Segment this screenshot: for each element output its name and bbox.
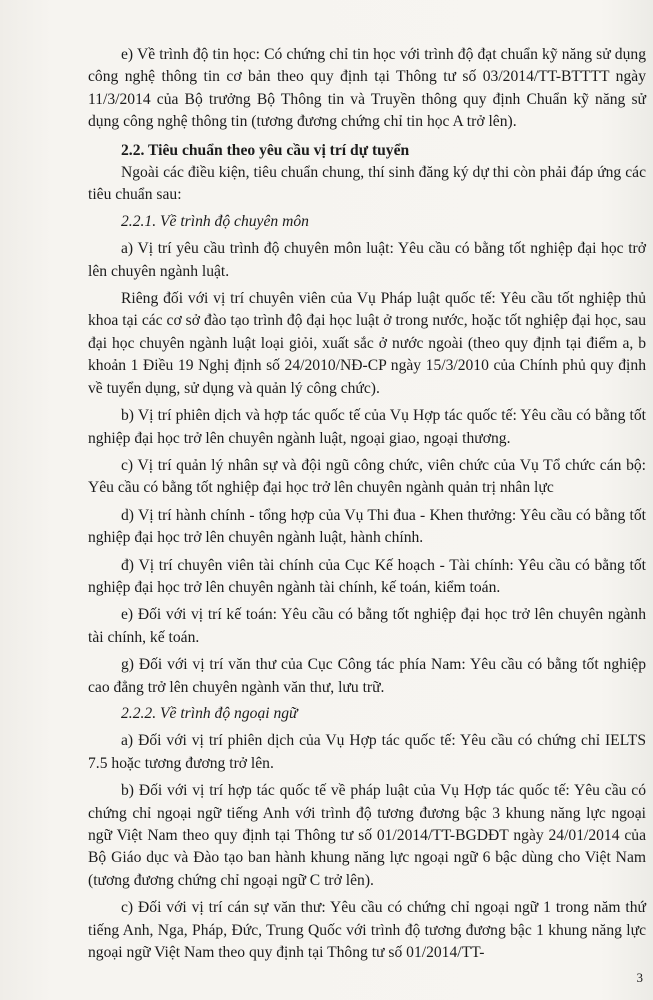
para-b-english: b) Đối với vị trí hợp tác quốc tế về pháp luật của Vụ Hợp tác quốc tế: Yêu cầu có chứng chỉ ngoại ngữ tiếng Anh với trình độ tương đương bậc 3 khung năng lực ngoại ngữ Việt Nam theo quy định tại Thông tư số 01/2014/TT-BGDĐT ngày 24/01/2014 của Bộ Giáo dục và Đào tạo ban hành khung năng lực ngoại ngữ 6 bậc dùng cho Việt Nam (tương đương chứng chỉ ngoại ngữ C trở lên). [88, 782, 646, 889]
para-b-translation: b) Vị trí phiên dịch và hợp tác quốc tế của Vụ Hợp tác quốc tế: Yêu cầu có bằng tốt nghiệp đại học trở lên chuyên ngành luật, ngoại giao, ngoại thương. [88, 407, 646, 447]
para-g-clerk: g) Đối với vị trí văn thư của Cục Công tác phía Nam: Yêu cầu có bằng tốt nghiệp cao đẳng trở lên chuyên ngành văn thư, lưu trữ. [88, 656, 646, 696]
para-e-accounting: e) Đối với vị trí kế toán: Yêu cầu có bằng tốt nghiệp đại học trở lên chuyên ngành tài chính, kế toán. [88, 606, 646, 646]
para-c-hr: c) Vị trí quản lý nhân sự và đội ngũ công chức, viên chức của Vụ Tổ chức cán bộ: Yêu cầu có bằng tốt nghiệp đại học trở lên chuyên ngành quản trị nhân lực [88, 456, 646, 497]
subheading-2-2-2: 2.2.2. Về trình độ ngoại ngữ [121, 704, 298, 722]
para-a-law: a) Vị trí yêu cầu trình độ chuyên môn luật: Yêu cầu có bằng tốt nghiệp đại học trở lên chuyên ngành luật. [88, 240, 646, 280]
section-heading-2-2: 2.2. Tiêu chuẩn theo yêu cầu vị trí dự tuyển [121, 141, 410, 159]
page-number: 3 [636, 970, 643, 985]
subheading-2-2-1: 2.2.1. Về trình độ chuyên môn [121, 212, 309, 230]
para-intro: Ngoài các điều kiện, tiêu chuẩn chung, thí sinh đăng ký dự thi còn phải đáp ứng các tiêu chuẩn sau: [88, 164, 646, 204]
para-international-law: Riêng đối với vị trí chuyên viên của Vụ Pháp luật quốc tế: Yêu cầu tốt nghiệp thủ khoa tại các cơ sở đào tạo trình độ đại học luật ở trong nước, hoặc tốt nghiệp đại học, sau đại học chuyên ngành luật loại giỏi, xuất sắc ở nước ngoài (theo quy định tại điểm a, b khoản 1 Điều 19 Nghị định số 24/2010/NĐ-CP ngày 15/3/2010 của Chính phủ quy định về tuyển dụng, sử dụng và quản lý công chức). [88, 290, 646, 397]
para-a-ielts: a) Đối với vị trí phiên dịch của Vụ Hợp tác quốc tế: Yêu cầu có chứng chỉ IELTS 7.5 hoặc tương đương trở lên. [88, 732, 646, 772]
para-c-clerk-language: c) Đối với vị trí cán sự văn thư: Yêu cầu có chứng chỉ ngoại ngữ 1 trong năm thứ tiếng Anh, Nga, Pháp, Đức, Trung Quốc với trình độ tương đương bậc 1 khung năng lực ngoại ngữ Việt Nam theo quy định tại Thông tư số 01/2014/TT- [88, 899, 646, 962]
para-it-skill: e) Về trình độ tin học: Có chứng chỉ tin học với trình độ đạt chuẩn kỹ năng sử dụng công nghệ thông tin cơ bản theo quy định tại Thông tư số 03/2014/TT-BTTTT ngày 11/3/2014 của Bộ trưởng Bộ Thông tin và Truyền thông quy định Chuẩn kỹ năng sử dụng công nghệ thông tin (tương đương chứng chỉ tin học A trở lên). [88, 46, 646, 131]
para-dd-finance: đ) Vị trí chuyên viên tài chính của Cục Kế hoạch - Tài chính: Yêu cầu có bằng tốt nghiệp đại học trở lên chuyên ngành tài chính, kế toán, kiểm toán. [88, 556, 646, 596]
para-d-admin: d) Vị trí hành chính - tổng hợp của Vụ Thi đua - Khen thưởng: Yêu cầu có bằng tốt nghiệp đại học trở lên chuyên ngành luật, hành chính. [88, 506, 646, 547]
document-body [88, 44, 646, 964]
